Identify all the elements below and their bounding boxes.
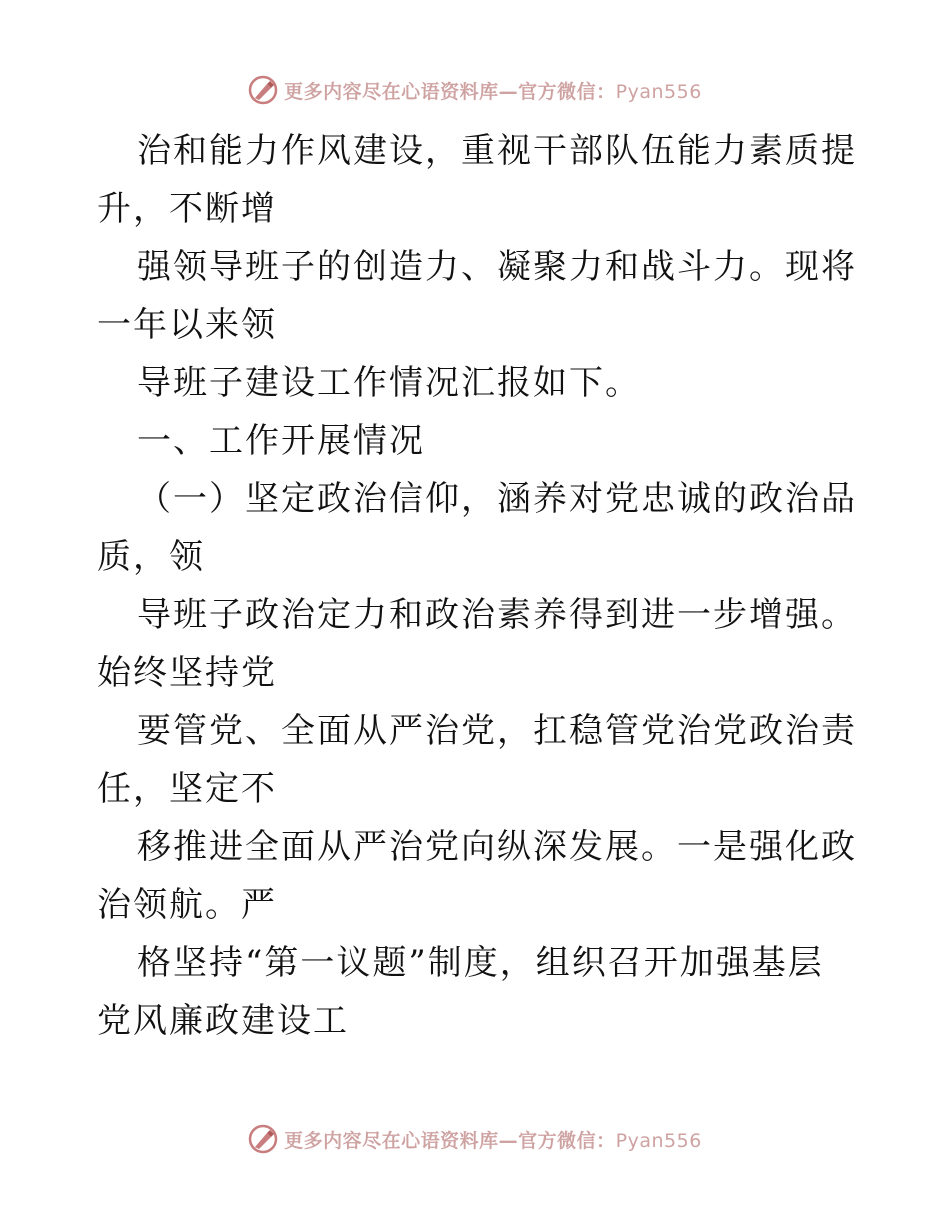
watermark-text: 更多内容尽在心语资料库—官方微信：Pyan556	[284, 80, 702, 103]
paragraph-line: 格坚持“第一议题”制度，组织召开加强基层党风廉政建设工	[97, 943, 824, 1041]
pen-logo-icon	[248, 75, 278, 105]
paragraph-line: 强领导班子的创造力、凝聚力和战斗力。现将一年以来领	[97, 247, 857, 345]
section-heading: 一、工作开展情况	[137, 421, 425, 461]
paragraph-line: 要管党、全面从严治党，扛稳管党治党政治责任，坚定不	[97, 711, 857, 809]
header-watermark	[0, 73, 950, 107]
paragraph-line: 治和能力作风建设，重视干部队伍能力素质提升，不断增	[97, 131, 857, 229]
paragraph-line: （一）坚定政治信仰，涵养对党忠诚的政治品质，领	[97, 479, 857, 577]
document-body	[97, 122, 857, 1050]
paragraph-line: 导班子政治定力和政治素养得到进一步增强。始终坚持党	[97, 595, 857, 693]
watermark-text: 更多内容尽在心语资料库—官方微信：Pyan556	[284, 1129, 702, 1152]
pen-logo-icon	[248, 1124, 278, 1154]
footer-watermark	[0, 1122, 950, 1156]
paragraph-line: 导班子建设工作情况汇报如下。	[137, 363, 641, 403]
paragraph-line: 移推进全面从严治党向纵深发展。一是强化政治领航。严	[97, 827, 857, 925]
